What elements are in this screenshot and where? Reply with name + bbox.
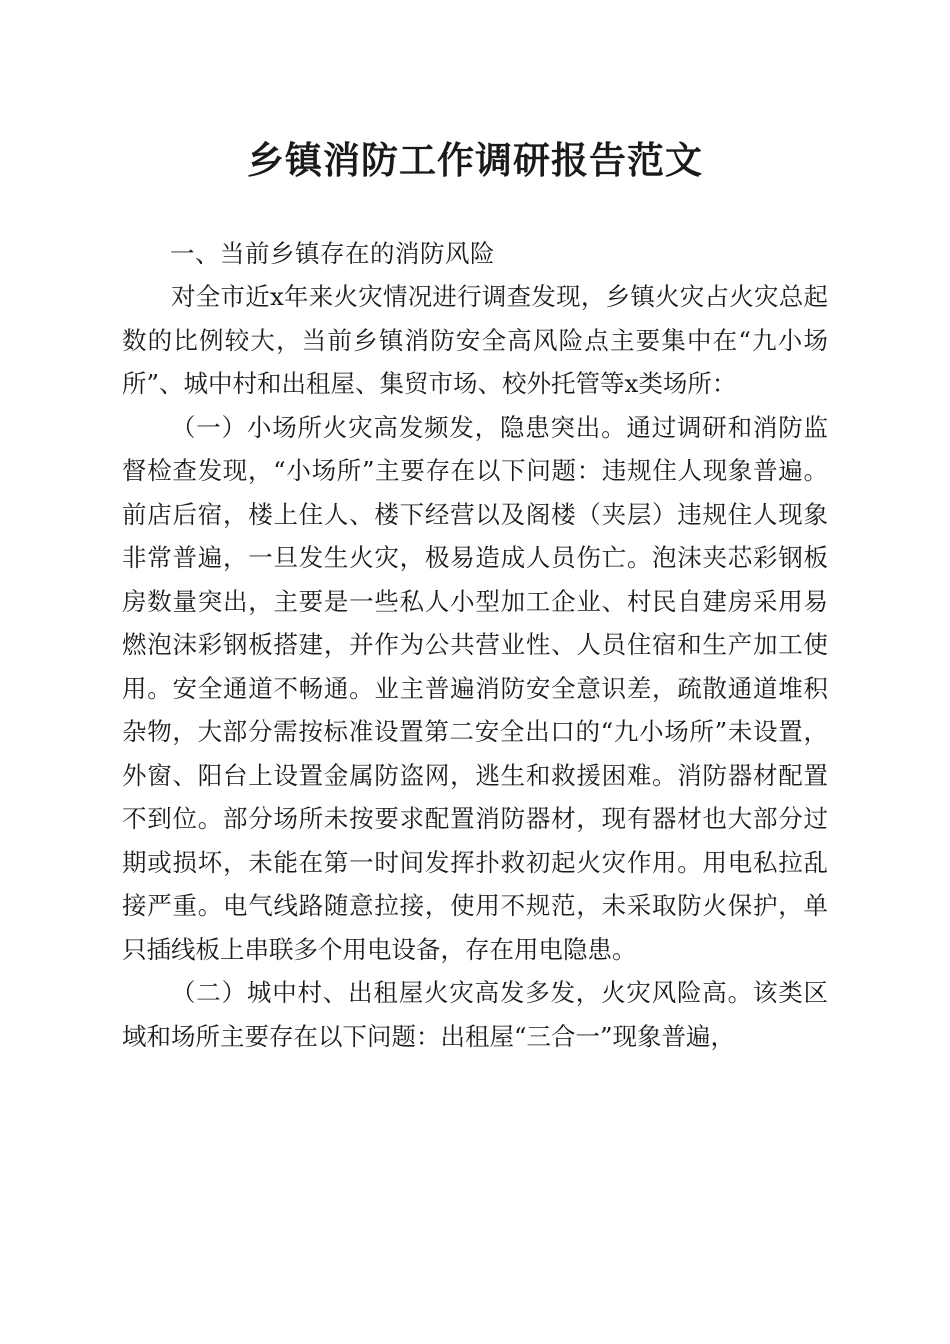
subsection-1-text: 通过调研和消防监督检查发现，“小场所”主要存在以下问题：违规住人现象普遍。前店后宿，楼上住人、楼下经营以及阁楼（夹层）违规住人现象非常普遍，一旦发生火灾，极易造成人员伤亡。泡沫夹芯彩钢板房数量突出，主要是一些私人小型加工企业、村民自建房采用易燃泡沫彩钢板搭建，并作为公共营业性、人员住宿和生产加工使用。安全通道不畅通。业主普遍消防安全意识差，疏散通道堆积杂物，大部分需按标准设置第二安全出口的“九小场所”未设置，外窗、阳台上设置金属防盗网，逃生和救援困难。消防器材配置不到位。部分场所未按要求配置消防器材，现有器材也大部分过期或损坏，未能在第一时间发挥扑救初起火灾作用。用电私拉乱接严重。电气线路随意拉接，使用不规范，未采取防火保护，单只插线板上串联多个用电设备，存在用电隐患。 xyxy=(122,412,829,964)
subsection-2-paragraph xyxy=(122,971,828,1058)
subsection-2-lead: （二）城中村、出租屋火灾高发多发，火灾风险高。 xyxy=(171,978,753,1007)
intro-paragraph: 对全市近x年来火灾情况进行调查发现，乡镇火灾占火灾总起数的比例较大，当前乡镇消防安全高风险点主要集中在“九小场所”、城中村和出租屋、集贸市场、校外托管等x类场所： xyxy=(122,282,828,398)
subsection-1-paragraph xyxy=(122,406,828,972)
section-heading: 一、当前乡镇存在的消防风险 xyxy=(170,239,495,268)
subsection-2-text: 该类区域和场所主要存在以下问题：出租屋“三合一”现象普遍， xyxy=(122,978,829,1051)
document-body xyxy=(122,232,828,1058)
document-title: 乡镇消防工作调研报告范文 xyxy=(247,138,703,182)
subsection-1-lead: （一）小场所火灾高发频发，隐患突出。 xyxy=(171,412,627,442)
